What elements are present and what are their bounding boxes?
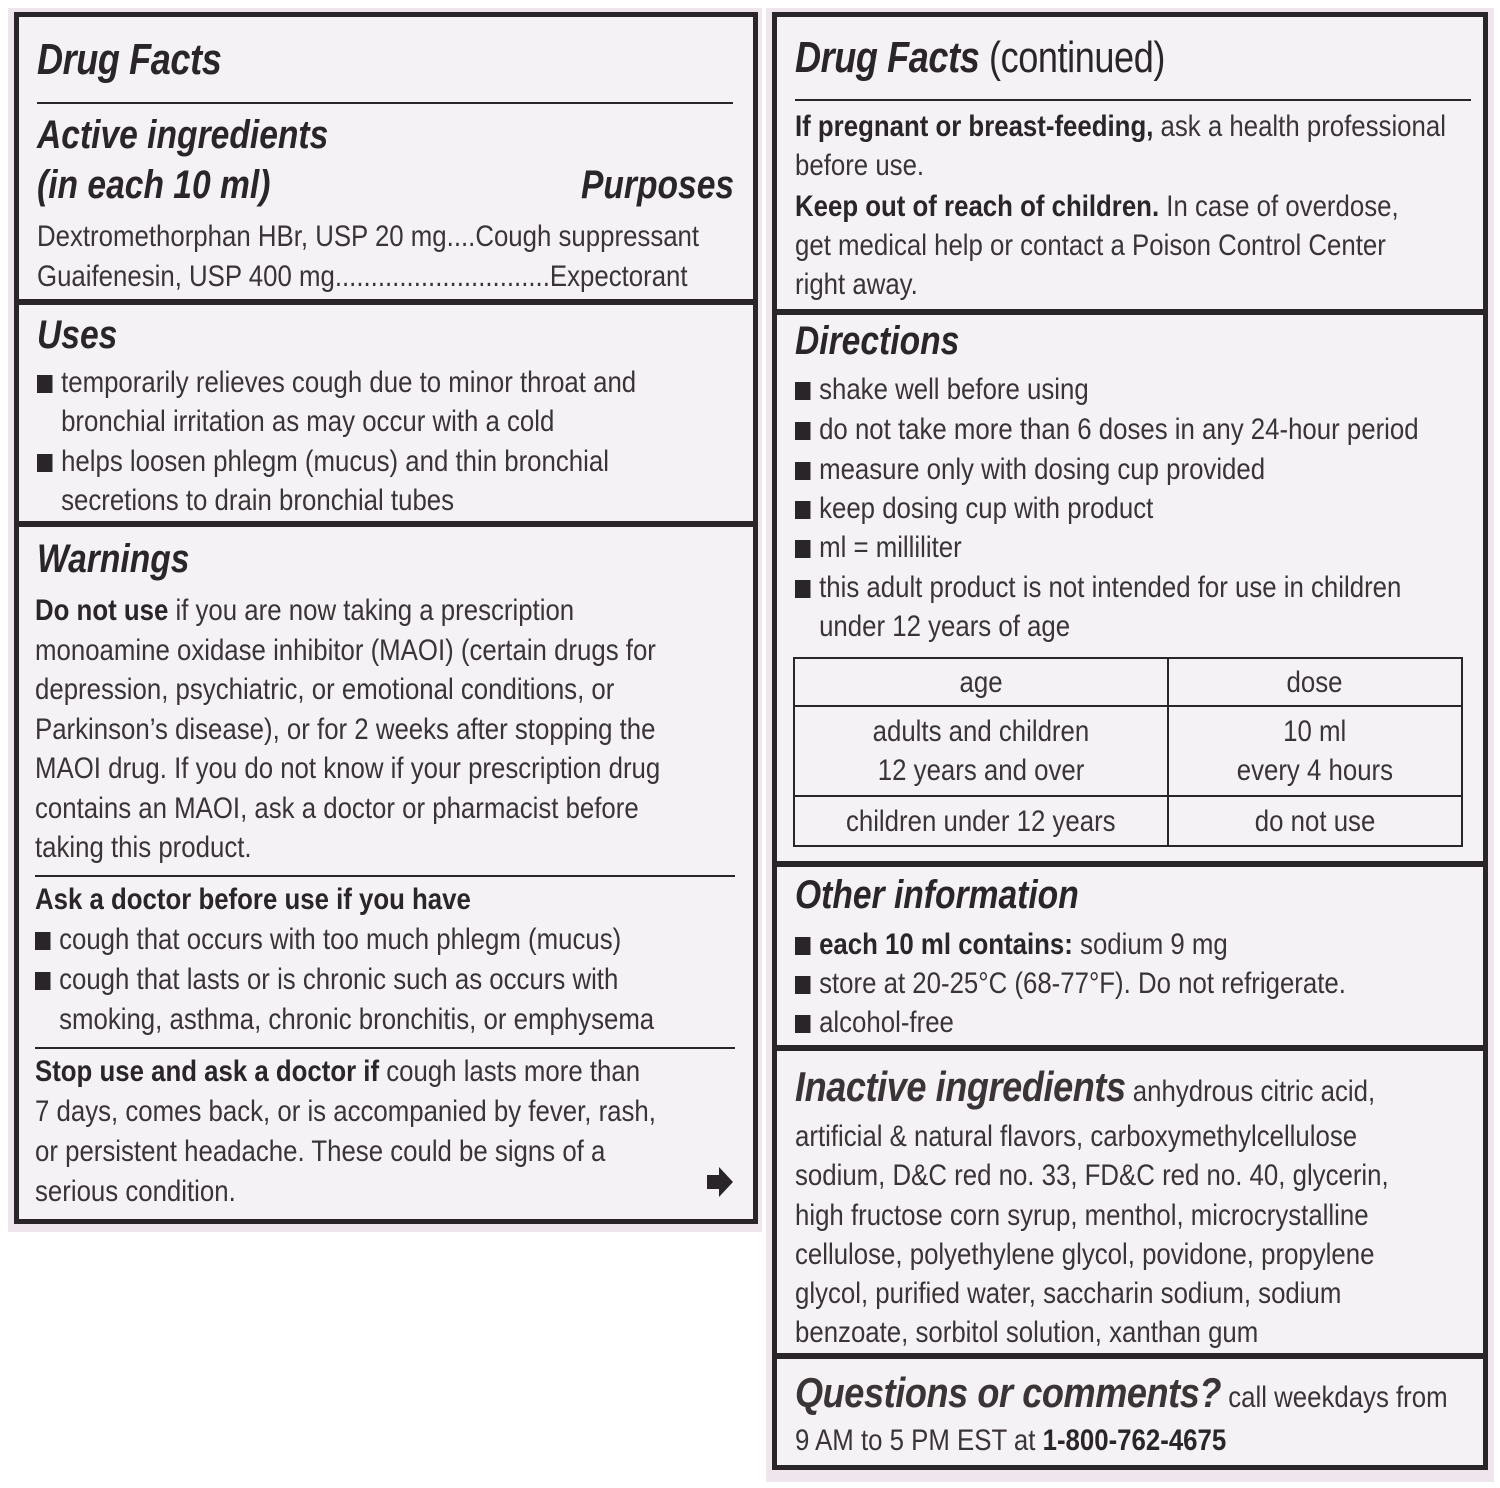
uses-heading: Uses xyxy=(37,313,118,357)
bullet-icon xyxy=(37,454,52,472)
active-ingredients-section xyxy=(14,12,758,304)
inactive-ingredients-heading: Inactive ingredients xyxy=(795,1063,1126,1110)
purposes-heading: Purposes xyxy=(581,163,735,207)
bullet-icon xyxy=(35,972,50,990)
active-ingredients-subheading: (in each 10 ml) xyxy=(37,163,271,207)
table-header-dose: dose xyxy=(1168,658,1462,706)
ingredient-name: Guaifenesin, USP 400 mg xyxy=(37,260,335,293)
keep-out-text: Keep out of reach of children. In case of overdose, xyxy=(795,190,1399,223)
table-row xyxy=(794,706,1462,796)
list-item: under 12 years of age xyxy=(819,610,1071,643)
left-panel xyxy=(8,8,762,1232)
ingredient-row xyxy=(37,217,735,257)
phone-number: 1-800-762-4675 xyxy=(1042,1424,1227,1457)
directions-section xyxy=(772,310,1488,866)
list-item: ml = milliliter xyxy=(795,528,962,568)
list-item: alcohol-free xyxy=(795,1003,954,1043)
leader-dots: .............................. xyxy=(334,260,550,293)
bullet-icon xyxy=(795,937,810,955)
bullet-icon xyxy=(795,580,810,598)
list-item: this adult product is not intended for use in children xyxy=(795,568,1401,608)
bullet-icon xyxy=(795,462,810,480)
bullet-icon xyxy=(37,375,52,393)
list-item: measure only with dosing cup provided xyxy=(795,450,1265,490)
list-item: bronchial irritation as may occur with a cold xyxy=(61,405,555,438)
inactive-ingredients-section: Inactive ingredients anhydrous citric acid, artificial & natural flavors, carboxymethylcellulose sodium, D&C red no. 33, FD&C red no. 40, glycerin, high fructose corn syrup, menthol, microcrystalline cellulose, polyethylene glycol, povidone, propylene glycol, purified water, saccharin sodium, sodium benzoate, sorbitol solution, xanthan gum xyxy=(772,1046,1488,1358)
bullet-icon xyxy=(35,932,50,950)
ingredient-name: Dextromethorphan HBr, USP 20 mg xyxy=(37,220,447,253)
list-item: smoking, asthma, chronic bronchitis, or emphysema xyxy=(59,1003,655,1036)
ingredient-row xyxy=(37,257,688,297)
arrow-right-icon xyxy=(705,1165,735,1199)
warnings-heading: Warnings xyxy=(37,537,190,581)
warnings-rule xyxy=(35,1047,735,1049)
dosage-table xyxy=(793,657,1463,847)
continued-section: Drug Facts (continued) If pregnant or breast-feeding, ask a health professional before use. Keep out of reach of children. In case of overdose, get medical help or contact a Poison Control Center right away. xyxy=(772,12,1488,314)
list-item: cough that lasts or is chronic such as occurs with xyxy=(35,960,618,1000)
bullet-icon xyxy=(795,976,810,994)
questions-section xyxy=(772,1354,1488,1470)
table-cell-dose: 10 ml every 4 hours xyxy=(1168,706,1462,796)
other-information-section xyxy=(772,862,1488,1050)
table-cell-age: adults and children 12 years and over xyxy=(794,706,1168,796)
drug-facts-title: Drug Facts xyxy=(37,35,222,84)
title-rule xyxy=(795,99,1471,101)
stop-use-text: Stop use and ask a doctor if cough lasts more than xyxy=(35,1055,641,1088)
warnings-rule xyxy=(35,875,735,877)
list-item: do not take more than 6 doses in any 24-hour period xyxy=(795,410,1419,450)
warnings-section: Warnings Do not use if you are now taking a prescription monoamine oxidase inhibitor (MAOI) (certain drugs for depression, psychiatric, or emotional conditions, or Parkinson’s disease), or for 2 weeks after stopping the MAOI drug. If you do not know if your prescription drug contains an MAOI, ask a doctor or pharmacist before taking this product. Ask a doctor before use if you have cough that occurs with too much phlegm (mucus) cough that lasts or is chronic such as occurs with smoking, asthma, chronic bronchitis, or emphysema Stop use and ask a doctor if cough lasts more than 7 days, comes back, or is accompanied by fever, rash, or persistent headache. These could be signs of a serious condition. xyxy=(14,522,758,1224)
ask-doctor-heading: Ask a doctor before use if you have xyxy=(35,883,471,916)
uses-section xyxy=(14,300,758,526)
table-header-row xyxy=(794,658,1462,706)
bullet-icon xyxy=(795,501,810,519)
ingredient-purpose: Cough suppressant xyxy=(475,220,700,253)
bullet-icon xyxy=(795,382,810,400)
list-item: store at 20-25°C (68-77°F). Do not refrigerate. xyxy=(795,964,1346,1004)
pregnant-text: If pregnant or breast-feeding, ask a health professional xyxy=(795,110,1446,143)
table-row xyxy=(794,796,1462,846)
title-rule xyxy=(37,102,733,104)
directions-heading: Directions xyxy=(795,319,960,363)
list-item: shake well before using xyxy=(795,370,1089,410)
other-information-heading: Other information xyxy=(795,873,1079,917)
drug-facts-continued-title: Drug Facts (continued) xyxy=(795,33,1165,82)
bullet-icon xyxy=(795,540,810,558)
table-cell-age: children under 12 years xyxy=(794,796,1168,846)
active-ingredients-heading: Active ingredients xyxy=(37,113,329,157)
list-item: cough that occurs with too much phlegm (mucus) xyxy=(35,920,621,960)
table-cell-dose: do not use xyxy=(1168,796,1462,846)
ingredient-purpose: Expectorant xyxy=(549,260,688,293)
bullet-icon xyxy=(795,422,810,440)
list-item: secretions to drain bronchial tubes xyxy=(61,484,455,517)
right-panel xyxy=(766,8,1494,1482)
list-item: keep dosing cup with product xyxy=(795,489,1153,529)
bullet-icon xyxy=(795,1015,810,1033)
inactive-ingredients-line: Inactive ingredients anhydrous citric acid, xyxy=(795,1063,1376,1110)
list-item: helps loosen phlegm (mucus) and thin bronchial xyxy=(37,442,609,482)
questions-heading: Questions or comments? xyxy=(795,1369,1222,1416)
list-item: each 10 ml contains: sodium 9 mg xyxy=(795,925,1228,965)
phone-line: 9 AM to 5 PM EST at 1-800-762-4675 xyxy=(795,1424,1227,1457)
leader-dots: .... xyxy=(446,220,476,253)
table-header-age: age xyxy=(794,658,1168,706)
questions-line: Questions or comments? call weekdays from xyxy=(795,1369,1448,1416)
do-not-use-text: Do not use if you are now taking a prescription xyxy=(35,594,575,627)
list-item: temporarily relieves cough due to minor throat and xyxy=(37,363,636,403)
